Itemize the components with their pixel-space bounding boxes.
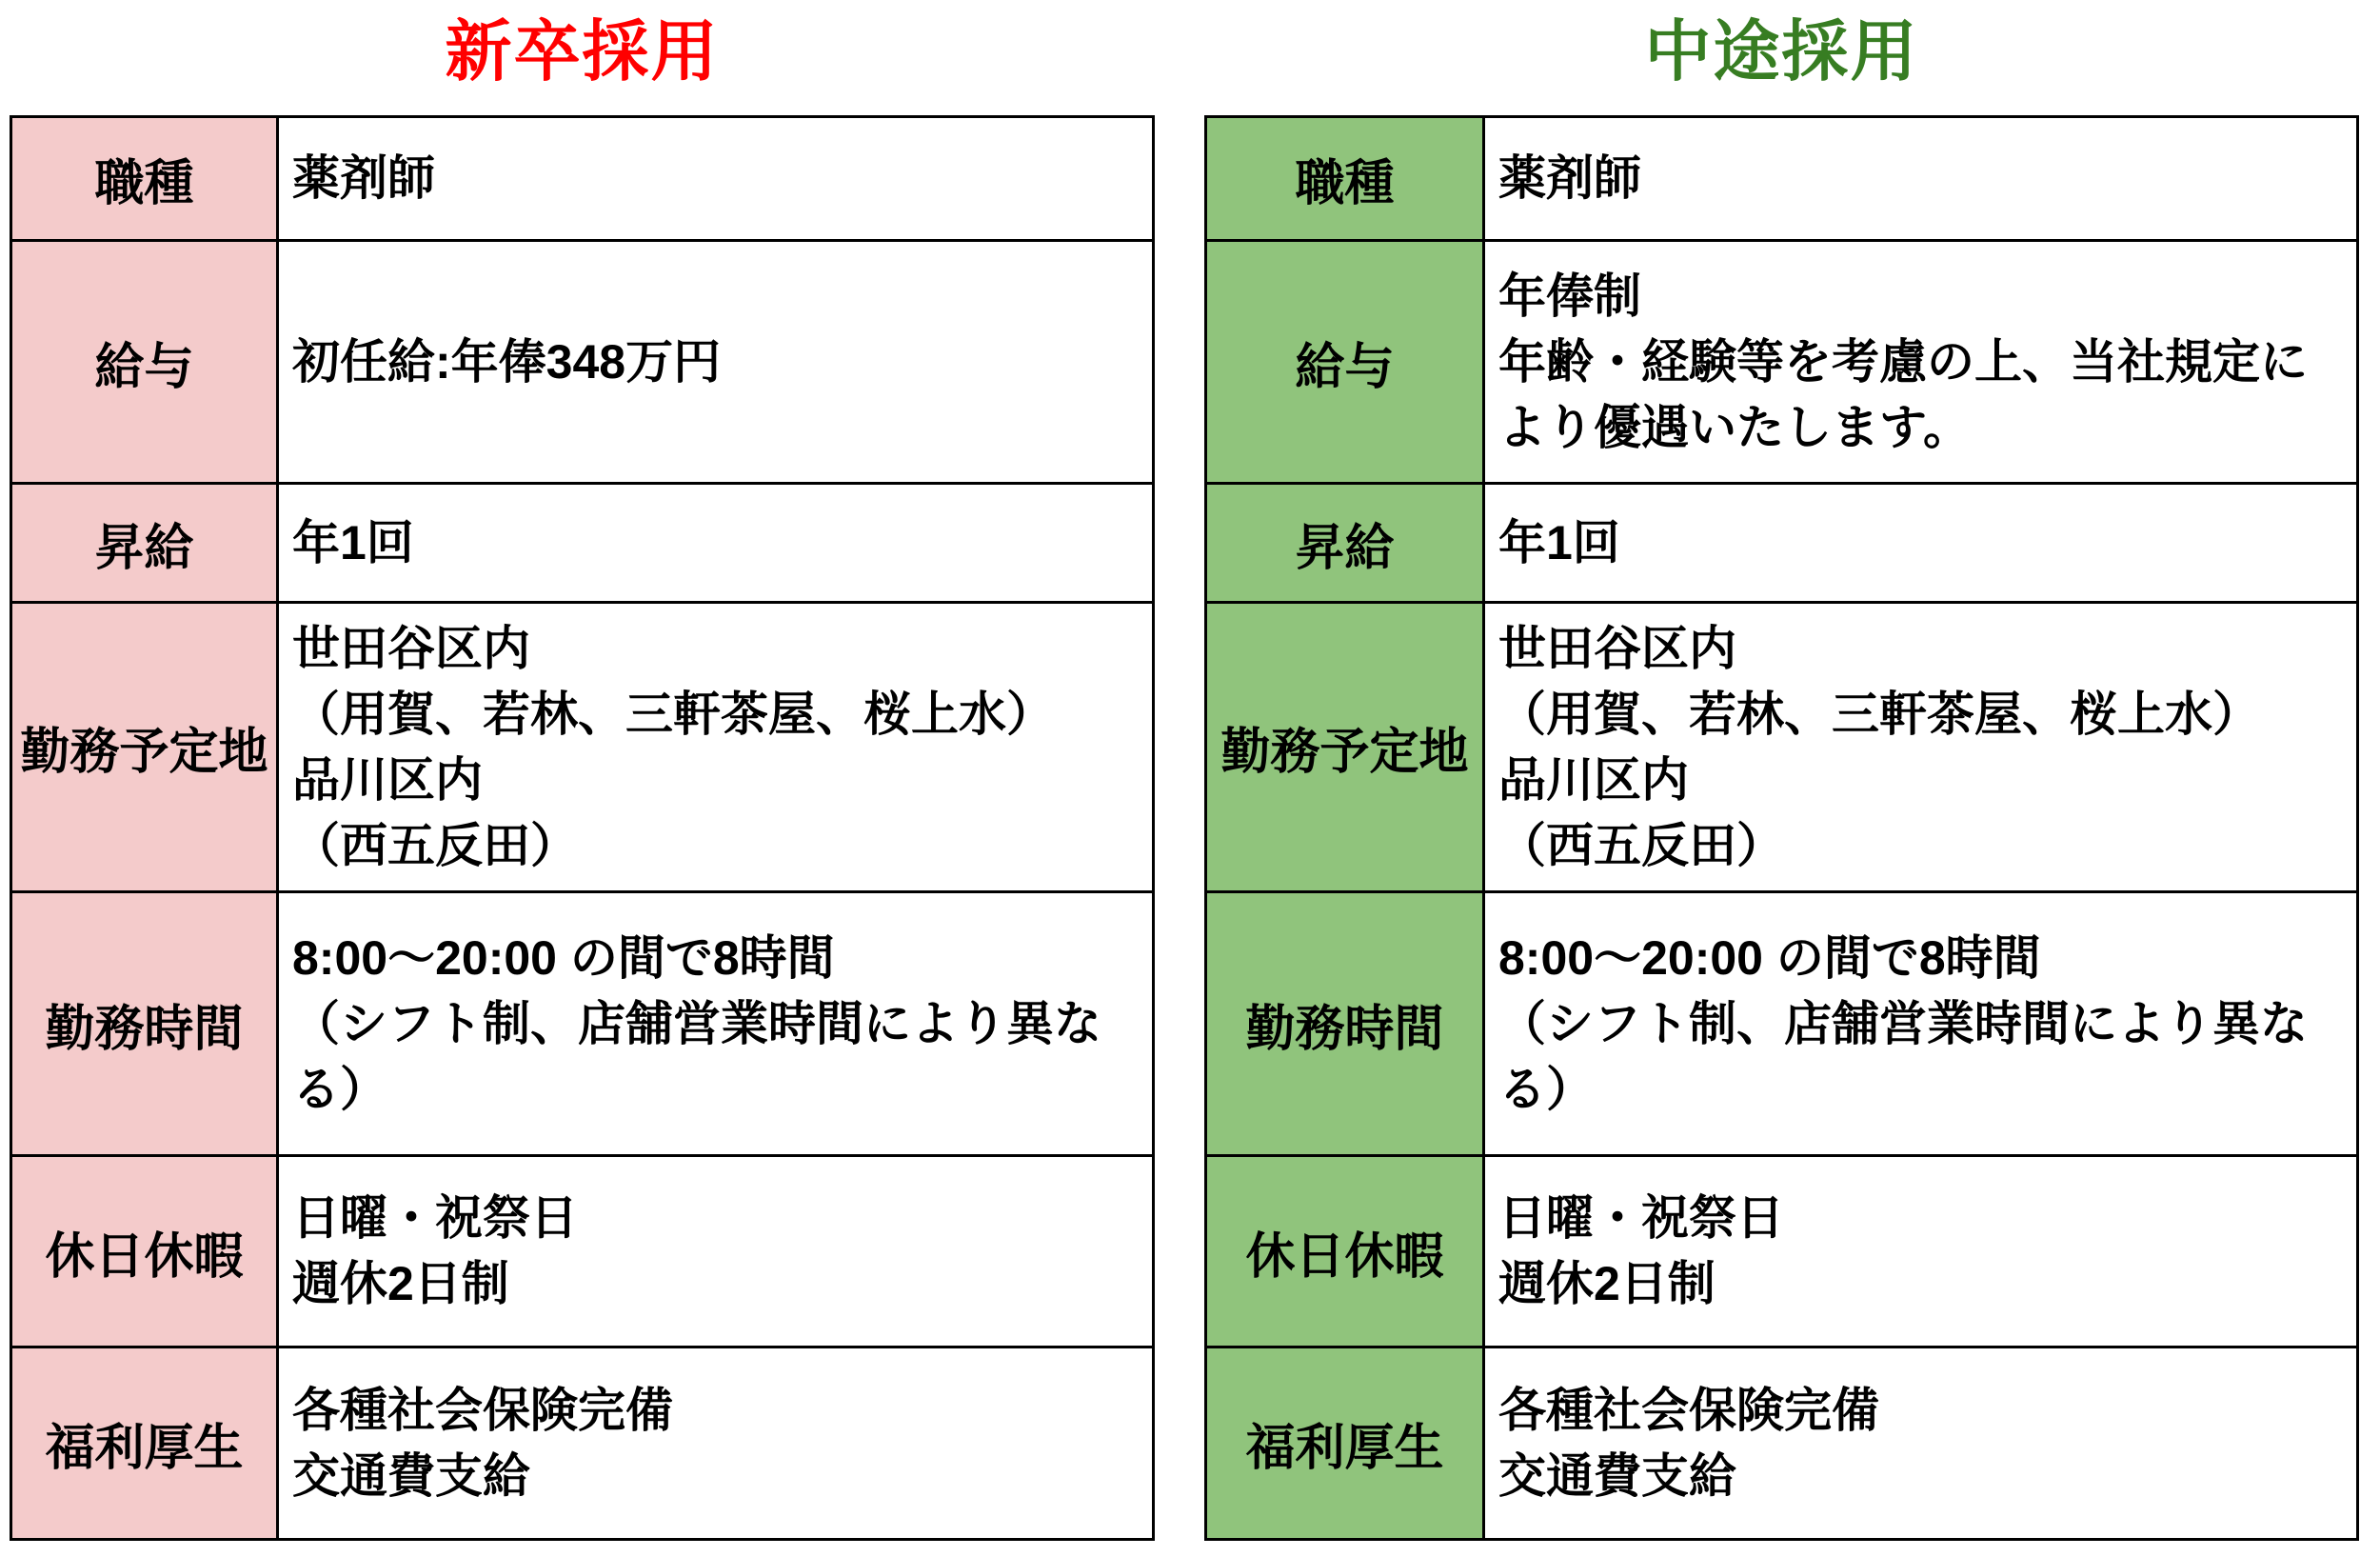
row-label: 勤務予定地 bbox=[11, 603, 278, 892]
row-value bbox=[278, 117, 1154, 241]
row-value bbox=[278, 241, 1154, 484]
row-label: 勤務時間 bbox=[1206, 892, 1484, 1156]
row-value bbox=[1484, 892, 2358, 1156]
row-value bbox=[278, 1347, 1154, 1540]
row-label: 職種 bbox=[1206, 117, 1484, 241]
value-line: 年齢・経験等を考慮の上、当社規定により優遇いたします。 bbox=[1498, 334, 2308, 454]
mid-career-recruitment-table bbox=[1204, 115, 2359, 1541]
value-line: 日曜・祝祭日 bbox=[1498, 1191, 1784, 1245]
row-value bbox=[278, 603, 1154, 892]
new-grad-title: 新卒採用 bbox=[445, 14, 720, 89]
table-row bbox=[1206, 603, 2358, 892]
value-line: 週休2日制 bbox=[1498, 1257, 1716, 1310]
row-value bbox=[1484, 484, 2358, 603]
row-label: 勤務時間 bbox=[11, 892, 278, 1156]
table-row bbox=[11, 1347, 1154, 1540]
value-line: 8:00～20:00 の間で8時間 bbox=[1498, 930, 2041, 985]
table-row bbox=[11, 603, 1154, 892]
row-value bbox=[1484, 603, 2358, 892]
value-line: 薬剤師 bbox=[1498, 151, 1641, 205]
row-label: 福利厚生 bbox=[1206, 1347, 1484, 1540]
value-line: 各種社会保険完備 bbox=[1498, 1383, 1879, 1437]
row-label: 給与 bbox=[1206, 241, 1484, 484]
value-line: 交通費支給 bbox=[1498, 1448, 1736, 1503]
table-row bbox=[1206, 241, 2358, 484]
value-line: （用賀、若林、三軒茶屋、桜上水） bbox=[292, 687, 1054, 741]
table-row bbox=[11, 892, 1154, 1156]
row-label: 休日休暇 bbox=[1206, 1156, 1484, 1347]
value-line: 初任給:年俸348万円 bbox=[292, 334, 722, 389]
row-label: 職種 bbox=[11, 117, 278, 241]
value-line: 薬剤師 bbox=[292, 151, 435, 205]
row-value bbox=[1484, 1156, 2358, 1347]
row-label: 昇給 bbox=[11, 484, 278, 603]
value-line: 各種社会保険完備 bbox=[292, 1383, 673, 1437]
row-value bbox=[278, 892, 1154, 1156]
table-row bbox=[1206, 892, 2358, 1156]
value-line: 世田谷区内 bbox=[1498, 621, 1736, 675]
value-line: 交通費支給 bbox=[292, 1448, 530, 1503]
value-line: 日曜・祝祭日 bbox=[292, 1191, 578, 1245]
value-line: 年1回 bbox=[1498, 515, 1620, 569]
value-line: 品川区内 bbox=[292, 752, 483, 807]
row-label: 福利厚生 bbox=[11, 1347, 278, 1540]
table-row bbox=[1206, 1156, 2358, 1347]
row-value bbox=[278, 484, 1154, 603]
value-line: 8:00～20:00 の間で8時間 bbox=[292, 930, 835, 985]
row-value bbox=[1484, 1347, 2358, 1540]
value-line: （西五反田） bbox=[1498, 818, 1784, 872]
value-line: 年俸制 bbox=[1498, 269, 1641, 323]
row-value bbox=[1484, 241, 2358, 484]
value-line: （シフト制、店舗営業時間により異なる） bbox=[1498, 996, 2308, 1116]
mid-career-title: 中途採用 bbox=[1644, 14, 1919, 89]
value-line: （シフト制、店舗営業時間により異なる） bbox=[292, 996, 1101, 1116]
table-row bbox=[11, 484, 1154, 603]
table-row bbox=[11, 117, 1154, 241]
table-row bbox=[1206, 117, 2358, 241]
value-line: 年1回 bbox=[292, 515, 414, 569]
value-line: （西五反田） bbox=[292, 818, 578, 872]
table-row bbox=[1206, 484, 2358, 603]
row-label: 昇給 bbox=[1206, 484, 1484, 603]
row-label: 給与 bbox=[11, 241, 278, 484]
new-grad-recruitment-table bbox=[10, 115, 1155, 1541]
row-value bbox=[278, 1156, 1154, 1347]
row-value bbox=[1484, 117, 2358, 241]
value-line: 世田谷区内 bbox=[292, 621, 530, 675]
value-line: （用賀、若林、三軒茶屋、桜上水） bbox=[1498, 687, 2260, 741]
value-line: 品川区内 bbox=[1498, 752, 1689, 807]
row-label: 休日休暇 bbox=[11, 1156, 278, 1347]
value-line: 週休2日制 bbox=[292, 1257, 509, 1310]
row-label: 勤務予定地 bbox=[1206, 603, 1484, 892]
table-row bbox=[11, 241, 1154, 484]
table-row bbox=[1206, 1347, 2358, 1540]
table-row bbox=[11, 1156, 1154, 1347]
